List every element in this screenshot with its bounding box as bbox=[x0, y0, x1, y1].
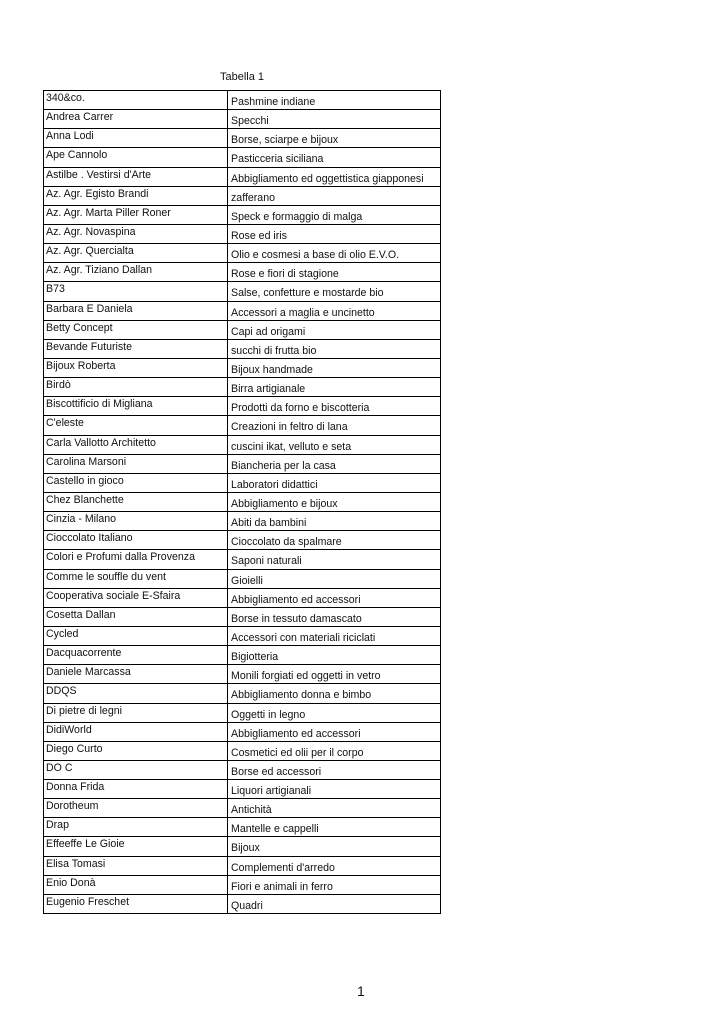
product-category-cell: Fiori e animali in ferro bbox=[228, 876, 441, 894]
product-category-cell: Borse in tessuto damascato bbox=[228, 608, 441, 626]
exhibitor-name-cell: Cycled bbox=[44, 627, 228, 645]
table-row bbox=[44, 416, 441, 435]
exhibitor-name-cell: Daniele Marcassa bbox=[44, 665, 228, 683]
product-category-cell: Specchi bbox=[228, 110, 441, 128]
product-category-cell: Gioielli bbox=[228, 570, 441, 588]
product-category-cell: Creazioni in feltro di lana bbox=[228, 416, 441, 434]
exhibitor-name-cell: Barbara E Daniela bbox=[44, 302, 228, 320]
product-category-cell: Accessori con materiali riciclati bbox=[228, 627, 441, 645]
product-category-cell: Bijoux handmade bbox=[228, 359, 441, 377]
product-category-cell: Cioccolato da spalmare bbox=[228, 531, 441, 549]
product-category-cell: Biancheria per la casa bbox=[228, 455, 441, 473]
product-category-cell: Mantelle e cappelli bbox=[228, 818, 441, 836]
product-category-cell: Abbigliamento ed oggettistica giapponesi bbox=[228, 168, 441, 186]
exhibitor-name-cell: Cooperativa sociale E-Sfaira bbox=[44, 589, 228, 607]
exhibitor-name-cell: Az. Agr. Egisto Brandi bbox=[44, 187, 228, 205]
exhibitor-name-cell: Bevande Futuriste bbox=[44, 340, 228, 358]
table-row bbox=[44, 110, 441, 129]
product-category-cell: Bigiotteria bbox=[228, 646, 441, 664]
table-row bbox=[44, 378, 441, 397]
product-category-cell: Saponi naturali bbox=[228, 550, 441, 568]
exhibitor-name-cell: Colori e Profumi dalla Provenza bbox=[44, 550, 228, 568]
table-row bbox=[44, 876, 441, 895]
exhibitor-name-cell: Carla Vallotto Architetto bbox=[44, 436, 228, 454]
table-row bbox=[44, 302, 441, 321]
table-row bbox=[44, 895, 441, 914]
table-row bbox=[44, 646, 441, 665]
exhibitor-name-cell: Az. Agr. Marta Piller Roner bbox=[44, 206, 228, 224]
product-category-cell: Pashmine indiane bbox=[228, 91, 441, 109]
table-row bbox=[44, 837, 441, 856]
exhibitor-name-cell: Cioccolato Italiano bbox=[44, 531, 228, 549]
product-category-cell: Abbigliamento ed accessori bbox=[228, 589, 441, 607]
product-category-cell: Accessori a maglia e uncinetto bbox=[228, 302, 441, 320]
table-row bbox=[44, 780, 441, 799]
product-category-cell: Abbigliamento ed accessori bbox=[228, 723, 441, 741]
product-category-cell: Pasticceria siciliana bbox=[228, 148, 441, 166]
exhibitor-name-cell: Donna Frida bbox=[44, 780, 228, 798]
product-category-cell: Capi ad origami bbox=[228, 321, 441, 339]
table-row bbox=[44, 627, 441, 646]
table-row bbox=[44, 818, 441, 837]
exhibitor-name-cell: Cosetta Dallan bbox=[44, 608, 228, 626]
product-category-cell: Liquori artigianali bbox=[228, 780, 441, 798]
table-row bbox=[44, 91, 441, 110]
table-row bbox=[44, 723, 441, 742]
product-category-cell: Borse ed accessori bbox=[228, 761, 441, 779]
table-row bbox=[44, 148, 441, 167]
exhibitor-name-cell: Eugenio Freschet bbox=[44, 895, 228, 913]
product-category-cell: Cosmetici ed olii per il corpo bbox=[228, 742, 441, 760]
table-row bbox=[44, 589, 441, 608]
product-category-cell: Salse, confetture e mostarde bio bbox=[228, 282, 441, 300]
exhibitor-name-cell: Astilbe . Vestirsi d'Arte bbox=[44, 168, 228, 186]
exhibitor-name-cell: Dorotheum bbox=[44, 799, 228, 817]
table-row bbox=[44, 570, 441, 589]
product-category-cell: Complementi d'arredo bbox=[228, 857, 441, 875]
exhibitor-name-cell: Ape Cannolo bbox=[44, 148, 228, 166]
exhibitor-table bbox=[43, 90, 441, 914]
exhibitor-name-cell: Drap bbox=[44, 818, 228, 836]
exhibitor-name-cell: Cinzia - Milano bbox=[44, 512, 228, 530]
exhibitor-name-cell: Di pietre di legni bbox=[44, 704, 228, 722]
table-row bbox=[44, 225, 441, 244]
table-row bbox=[44, 531, 441, 550]
table-row bbox=[44, 397, 441, 416]
product-category-cell: Olio e cosmesi a base di olio E.V.O. bbox=[228, 244, 441, 262]
exhibitor-name-cell: Biscottificio di Migliana bbox=[44, 397, 228, 415]
exhibitor-name-cell: Effeeffe Le Gioie bbox=[44, 837, 228, 855]
product-category-cell: Borse, sciarpe e bijoux bbox=[228, 129, 441, 147]
product-category-cell: succhi di frutta bio bbox=[228, 340, 441, 358]
product-category-cell: Laboratori didattici bbox=[228, 474, 441, 492]
product-category-cell: Antichità bbox=[228, 799, 441, 817]
exhibitor-name-cell: DDQS bbox=[44, 684, 228, 702]
table-row bbox=[44, 474, 441, 493]
exhibitor-name-cell: Az. Agr. Novaspina bbox=[44, 225, 228, 243]
product-category-cell: Monili forgiati ed oggetti in vetro bbox=[228, 665, 441, 683]
exhibitor-name-cell: Dacquacorrente bbox=[44, 646, 228, 664]
exhibitor-name-cell: Enio Donà bbox=[44, 876, 228, 894]
table-row bbox=[44, 129, 441, 148]
table-row bbox=[44, 608, 441, 627]
table-row bbox=[44, 857, 441, 876]
exhibitor-name-cell: C'eleste bbox=[44, 416, 228, 434]
product-category-cell: Abiti da bambini bbox=[228, 512, 441, 530]
table-row bbox=[44, 340, 441, 359]
product-category-cell: Quadri bbox=[228, 895, 441, 913]
table-row bbox=[44, 206, 441, 225]
product-category-cell: Abbigliamento donna e bimbo bbox=[228, 684, 441, 702]
product-category-cell: Rose e fiori di stagione bbox=[228, 263, 441, 281]
table-row bbox=[44, 493, 441, 512]
table-row bbox=[44, 742, 441, 761]
table-row bbox=[44, 704, 441, 723]
exhibitor-name-cell: Carolina Marsoni bbox=[44, 455, 228, 473]
product-category-cell: Birra artigianale bbox=[228, 378, 441, 396]
table-row bbox=[44, 168, 441, 187]
table-row bbox=[44, 359, 441, 378]
exhibitor-name-cell: Bijoux Roberta bbox=[44, 359, 228, 377]
exhibitor-name-cell: Betty Concept bbox=[44, 321, 228, 339]
table-row bbox=[44, 512, 441, 531]
table-row bbox=[44, 282, 441, 301]
exhibitor-name-cell: Az. Agr. Quercialta bbox=[44, 244, 228, 262]
product-category-cell: Prodotti da forno e biscotteria bbox=[228, 397, 441, 415]
table-row bbox=[44, 799, 441, 818]
table-row bbox=[44, 665, 441, 684]
table-row bbox=[44, 187, 441, 206]
table-row bbox=[44, 761, 441, 780]
table-row bbox=[44, 550, 441, 569]
exhibitor-name-cell: Diego Curto bbox=[44, 742, 228, 760]
exhibitor-name-cell: Birdò bbox=[44, 378, 228, 396]
exhibitor-name-cell: B73 bbox=[44, 282, 228, 300]
page-number: 1 bbox=[357, 983, 365, 999]
product-category-cell: Rose ed iris bbox=[228, 225, 441, 243]
exhibitor-name-cell: Andrea Carrer bbox=[44, 110, 228, 128]
product-category-cell: Bijoux bbox=[228, 837, 441, 855]
table-row bbox=[44, 684, 441, 703]
exhibitor-name-cell: DidiWorld bbox=[44, 723, 228, 741]
table-row bbox=[44, 263, 441, 282]
exhibitor-name-cell: Chez Blanchette bbox=[44, 493, 228, 511]
product-category-cell: zafferano bbox=[228, 187, 441, 205]
product-category-cell: Abbigliamento e bijoux bbox=[228, 493, 441, 511]
table-title: Tabella 1 bbox=[220, 71, 265, 83]
table-row bbox=[44, 244, 441, 263]
exhibitor-name-cell: Elisa Tomasi bbox=[44, 857, 228, 875]
table-row bbox=[44, 455, 441, 474]
exhibitor-name-cell: Anna Lodi bbox=[44, 129, 228, 147]
table-row bbox=[44, 436, 441, 455]
exhibitor-name-cell: 340&co. bbox=[44, 91, 228, 109]
table-row bbox=[44, 321, 441, 340]
product-category-cell: Oggetti in legno bbox=[228, 704, 441, 722]
exhibitor-name-cell: Az. Agr. Tiziano Dallan bbox=[44, 263, 228, 281]
product-category-cell: Speck e formaggio di malga bbox=[228, 206, 441, 224]
exhibitor-name-cell: Castello in gioco bbox=[44, 474, 228, 492]
exhibitor-name-cell: DO C bbox=[44, 761, 228, 779]
exhibitor-name-cell: Comme le souffle du vent bbox=[44, 570, 228, 588]
product-category-cell: cuscini ikat, velluto e seta bbox=[228, 436, 441, 454]
